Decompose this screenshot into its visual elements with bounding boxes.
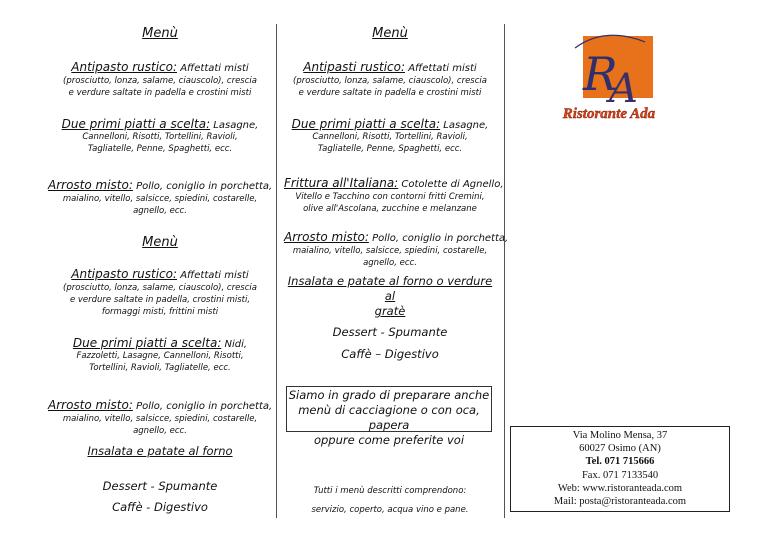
column-divider-left [276, 24, 277, 518]
insalata-line-2: gratè [374, 304, 406, 318]
insalata-line: Insalata e patate al forno [87, 444, 233, 458]
logo-wordmark: Ristorante Ada [562, 106, 656, 120]
contact-city: 60027 Osimo (AN) [579, 443, 661, 455]
course-heading: Frittura all'Italiana: [284, 176, 399, 190]
detail-line: Cannelloni, Risotti, Tortellini, Ravioli, [82, 132, 238, 142]
restaurant-logo [545, 28, 675, 120]
course-detail [48, 350, 272, 374]
menu-title: Menù [142, 26, 178, 41]
column-divider-right [504, 24, 505, 518]
logo-graphic [545, 28, 675, 120]
course-antipasto [284, 60, 496, 74]
course-frittura [284, 176, 504, 190]
course-arrosto [284, 230, 509, 244]
detail-line: e verdure saltate in padella e crostini misti [68, 88, 252, 98]
course-heading: Arrosto misto: [284, 230, 369, 244]
course-text: Affettati misti [405, 63, 477, 74]
box-line: Siamo in grado di preparare anche [288, 388, 490, 402]
course-detail [48, 282, 272, 318]
detail-line: (prosciutto, lonza, salame, ciauscolo), crescia [293, 76, 487, 86]
menu-title: Menù [142, 235, 178, 250]
menu-title: Menù [372, 26, 408, 41]
contact-mail[interactable]: Mail: posta@ristoranteada.com [553, 496, 687, 508]
detail-line: agnello, ecc. [363, 258, 417, 268]
contact-tel [511, 455, 729, 468]
included-note: servizio, coperto, acqua vino e pane. [311, 505, 469, 515]
contact-web[interactable]: Web: www.ristoranteada.com [557, 482, 683, 494]
logo-monogram-r: R [583, 47, 618, 101]
course-text: Lasagne, [210, 120, 259, 131]
contact-box [510, 426, 730, 512]
course-text: Lasagne, [440, 120, 489, 131]
detail-line: agnello, ecc. [133, 426, 187, 436]
detail-line: agnello, ecc. [133, 206, 187, 216]
course-arrosto [48, 178, 272, 192]
detail-line: Vitello e Tacchino con contorni fritti Cremini, [295, 192, 485, 202]
course-detail [48, 413, 272, 437]
course-antipasto [48, 267, 272, 281]
course-primi [48, 336, 272, 350]
dessert-line: Dessert - Spumante [102, 479, 218, 493]
course-text: Nidi, [221, 339, 248, 350]
box-line: menù di cacciagione o con oca, papera [298, 403, 480, 432]
contact-address: Via Molino Mensa, 37 [572, 430, 668, 441]
insalata-line-1: Insalata e patate al forno o verdure al [287, 274, 493, 303]
course-antipasto [48, 60, 272, 74]
box-line: oppure come preferite voi [313, 433, 465, 447]
course-primi [284, 117, 496, 131]
detail-line: e verdure saltate in padella, crostini misti, [69, 295, 251, 305]
detail-line: maialino, vitello, salsicce, spiedini, costarelle, [62, 194, 258, 204]
course-text: Pollo, coniglio in porchetta, [132, 181, 273, 192]
course-heading: Antipasto rustico: [71, 267, 178, 281]
course-detail [284, 75, 496, 99]
logo-monogram-a: A [609, 66, 638, 112]
course-text: Affettati misti [177, 270, 249, 281]
caffe-line: Caffè – Digestivo [341, 347, 439, 361]
course-text: Cotolette di Agnello, [398, 179, 504, 190]
detail-line: olive all'Ascolana, zucchine e melanzane [303, 204, 477, 214]
special-menu-box [286, 386, 492, 447]
course-heading: Antipasti rustico: [303, 60, 406, 74]
course-detail [284, 245, 496, 269]
course-detail [48, 131, 272, 155]
course-detail [48, 193, 272, 217]
dessert-line: Dessert - Spumante [332, 325, 448, 339]
course-heading: Due primi piatti a scelta: [61, 117, 211, 131]
course-primi [48, 117, 272, 131]
detail-line: Cannelloni, Risotti, Tortellini, Ravioli, [312, 132, 468, 142]
course-arrosto [48, 398, 272, 412]
detail-line: maialino, vitello, salsicce, spiedini, costarelle, [62, 414, 258, 424]
course-heading: Antipasto rustico: [71, 60, 178, 74]
detail-line: Fazzoletti, Lasagne, Cannelloni, Risotti, [76, 351, 244, 361]
detail-line: Tagliatelle, Penne, Spaghetti, ecc. [317, 144, 463, 154]
tel-value: Tel. 071 715666 [585, 456, 655, 468]
course-detail [48, 75, 272, 99]
course-heading: Arrosto misto: [48, 398, 133, 412]
detail-line: (prosciutto, lonza, salame, ciauscolo), crescia [63, 283, 257, 293]
course-text: Pollo, coniglio in porchetta, [368, 233, 509, 244]
detail-line: formaggi misti, frittini misti [101, 307, 219, 317]
detail-line: e verdure saltate in padella e crostini misti [298, 88, 482, 98]
course-heading: Due primi piatti a scelta: [291, 117, 441, 131]
insalata-line [284, 274, 496, 319]
course-detail [284, 191, 496, 215]
course-text: Pollo, coniglio in porchetta, [132, 401, 273, 412]
detail-line: Tortellini, Ravioli, Tagliatelle, ecc. [89, 363, 231, 373]
course-heading: Due primi piatti a scelta: [72, 336, 222, 350]
detail-line: maialino, vitello, salsicce, spiedini, costarelle, [292, 246, 488, 256]
detail-line: (prosciutto, lonza, salame, ciauscolo), crescia [63, 76, 257, 86]
caffe-line: Caffè - Digestivo [112, 500, 208, 514]
course-text: Affettati misti [177, 63, 249, 74]
course-heading: Arrosto misto: [48, 178, 133, 192]
contact-fax: Fax. 071 7133540 [581, 469, 659, 481]
included-note: Tutti i menù descritti comprendono: [313, 486, 467, 496]
detail-line: Tagliatelle, Penne, Spaghetti, ecc. [87, 144, 233, 154]
course-detail [284, 131, 496, 155]
